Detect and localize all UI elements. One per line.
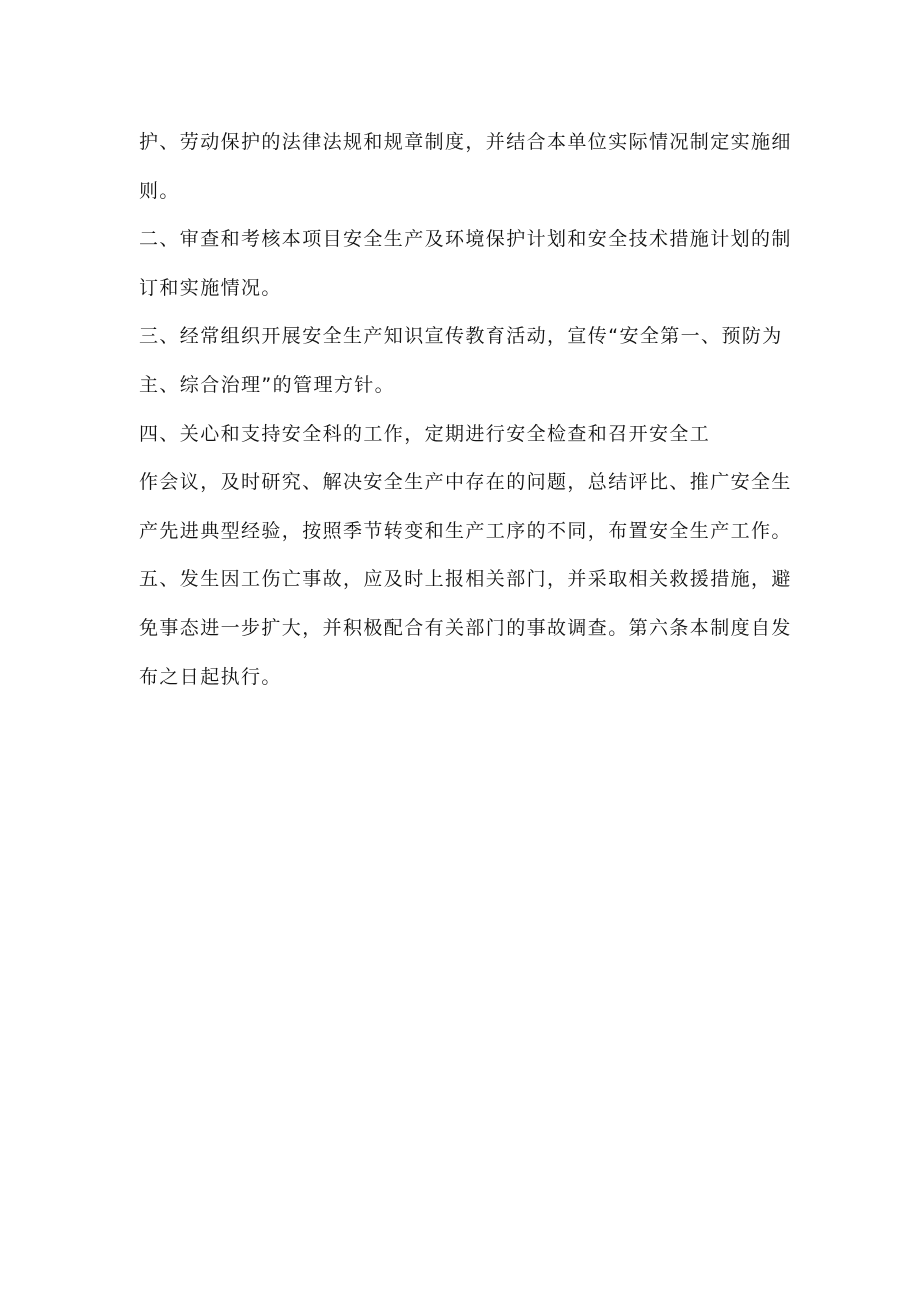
text-line: 订和实施情况。: [139, 276, 282, 299]
text-line: 则。: [139, 179, 180, 202]
text-line: 护、劳动保护的法律法规和规章制度，并结合本单位实际情况制定实施细: [139, 131, 792, 153]
text-line: 二、审查和考核本项目安全生产及环境保护计划和安全技术措施计划的制: [139, 228, 792, 251]
text-line: 四、关心和支持安全科的工作，定期进行安全检查和召开安全工: [139, 422, 711, 445]
text-line: 免事态进一步扩大，并积极配合有关部门的事故调查。第六条本制度自发: [139, 616, 792, 639]
text-line: 五、发生因工伤亡事故，应及时上报相关部门，并采取相关救援措施，避: [139, 568, 792, 591]
text-line: 主、综合治理”的管理方针。: [139, 373, 396, 396]
text-line: 三、经常组织开展安全生产知识宣传教育活动，宣传“安全第一、预防为: [139, 325, 783, 348]
body-text: [139, 122, 799, 705]
text-line: 产先进典型经验，按照季节转变和生产工序的不同，布置安全生产工作。: [139, 519, 792, 542]
text-line: 布之日起执行。: [139, 665, 282, 688]
text-line: 作会议，及时研究、解决安全生产中存在的问题，总结评比、推广安全生: [139, 471, 792, 494]
